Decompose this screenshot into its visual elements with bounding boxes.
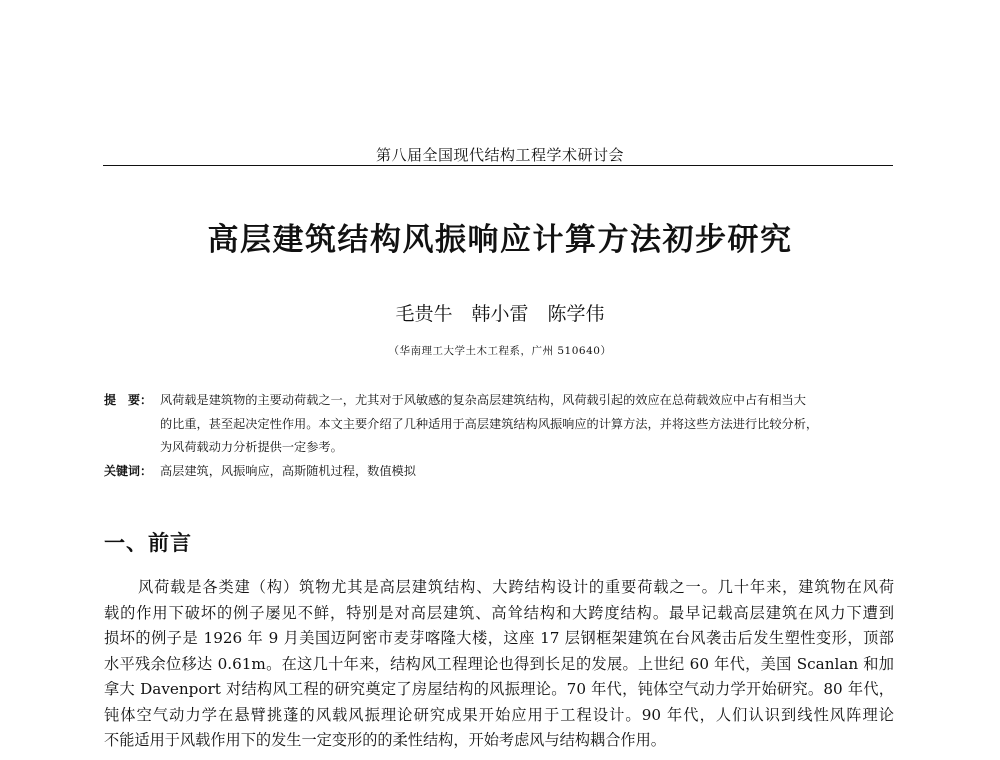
- abstract-block: [104, 389, 894, 483]
- abstract-line: 的比重，甚至起决定性作用。本文主要介绍了几种适用于高层建筑结构风振响应的计算方法，并将这些方法进行比较分析，: [160, 416, 819, 431]
- body-line: 损坏的例子是 1926 年 9 月美国迈阿密市麦芽喀隆大楼，这座 17 层钢框架建筑在台风袭击后发生塑性变形，顶部: [104, 629, 894, 647]
- body-line: 拿大 Davenport 对结构风工程的研究奠定了房屋结构的风振理论。70 年代，钝体空气动力学开始研究。80 年代，: [104, 680, 894, 698]
- body-line: 载的作用下破坏的例子屡见不鲜，特别是对高层建筑、高耸结构和大跨度结构。最早记载高层建筑在风力下遭到: [104, 603, 894, 622]
- header-rule: [103, 165, 893, 166]
- body-line: 钝体空气动力学在悬臂挑蓬的风载风振理论研究成果开始应用于工程设计。90 年代，人们认识到线性风阵理论: [104, 705, 894, 724]
- keywords-label: 关键词：: [104, 463, 153, 478]
- abstract-line: 为风荷载动力分析提供一定参考。: [160, 440, 343, 454]
- body-line: 水平残余位移达 0.61m。在这几十年来，结构风工程理论也得到长足的发展。上世纪 60 年代，美国 Scanlan 和加: [104, 654, 894, 673]
- section-body: [104, 575, 894, 754]
- paper-title: 高层建筑结构风振响应计算方法初步研究: [207, 222, 793, 258]
- abstract-text: 风荷载是建筑物的主要动荷载之一，尤其对于风敏感的复杂高层建筑结构，风荷载引起的效应在总荷载效应中占有相当大: [160, 393, 806, 407]
- affiliation: （华南理工大学土木工程系，广州 510640）: [388, 345, 612, 357]
- abstract-line: [104, 389, 894, 413]
- body-line: 风荷载是各类建（构）筑物尤其是高层建筑结构、大跨结构设计的重要荷载之一。几十年来，建筑物在风荷: [138, 578, 894, 596]
- running-head: 第八届全国现代结构工程学术研讨会: [375, 146, 624, 164]
- abstract-label: 提 要：: [104, 393, 153, 407]
- keywords-line: [104, 460, 894, 484]
- keywords-text: 高层建筑，风振响应，高斯随机过程，数值模拟: [160, 463, 416, 478]
- authors: 毛贵牛 韩小雷 陈学伟: [395, 303, 605, 325]
- body-line: 不能适用于风载作用下的发生一定变形的的柔性结构，开始考虑风与结构耦合作用。: [104, 731, 666, 749]
- section-heading: 一、前言: [104, 531, 192, 555]
